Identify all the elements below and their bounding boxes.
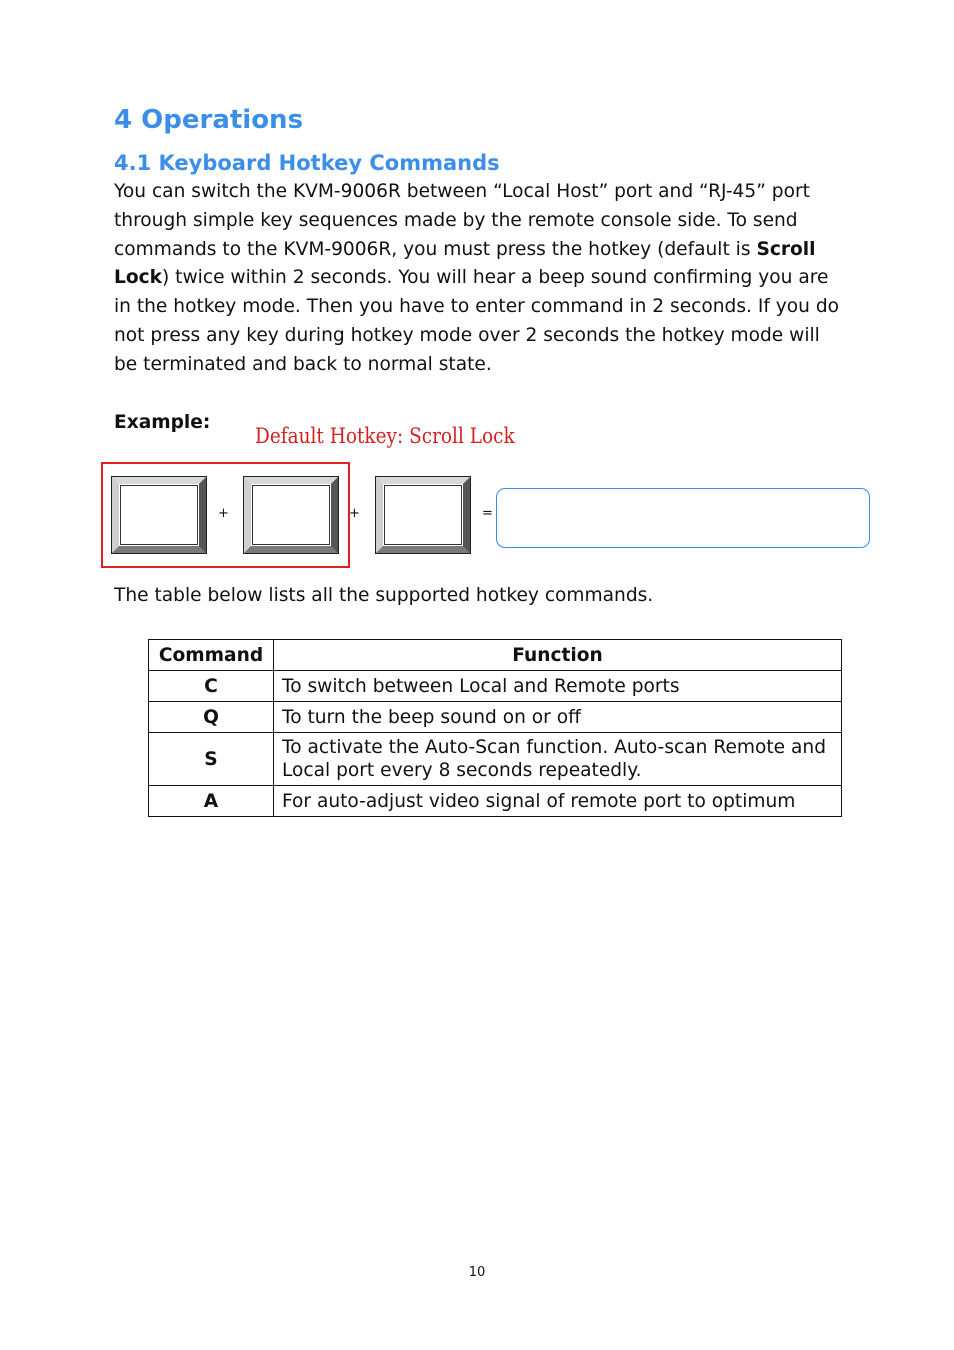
command-cell: S — [149, 733, 274, 786]
equals-sign: = — [482, 506, 493, 521]
hotkey-caption: Default Hotkey: Scroll Lock — [255, 424, 515, 448]
table-row — [149, 702, 842, 733]
command-cell: C — [149, 671, 274, 702]
section-title: 4 Operations — [114, 105, 304, 135]
plus-sign-2: + — [349, 506, 360, 521]
table-intro: The table below lists all the supported hotkey commands. — [114, 585, 654, 606]
command-cell: A — [149, 786, 274, 817]
header-function: Function — [274, 640, 842, 671]
table-row — [149, 671, 842, 702]
table-row — [149, 786, 842, 817]
intro-paragraph — [114, 178, 844, 380]
function-cell: To turn the beep sound on or off — [274, 702, 842, 733]
hotkey-commands-table — [148, 639, 842, 817]
intro-text-bold: Scroll Lock — [114, 238, 816, 289]
intro-text-part2: ) twice within 2 seconds. You will hear a beep sound confirming you are in the hotkey mode. Then you have to enter command in 2 seconds. If you do not press any key during hotkey mode over 2 seconds the hotkey mode will be terminated and back to normal state. — [114, 267, 840, 375]
result-box — [496, 488, 870, 548]
table-header-row — [149, 640, 842, 671]
header-command: Command — [149, 640, 274, 671]
function-cell: To switch between Local and Remote ports — [274, 671, 842, 702]
table-row — [149, 733, 842, 786]
intro-text-part1: You can switch the KVM-9006R between “Local Host” port and “RJ-45” port through simple key sequences made by the remote console side. To send commands to the KVM-9006R, you must press the hotkey (default is — [114, 181, 810, 260]
key-icon-first — [111, 476, 207, 554]
plus-sign-1: + — [218, 506, 229, 521]
page-number: 10 — [468, 1265, 486, 1280]
command-cell: Q — [149, 702, 274, 733]
function-cell: For auto-adjust video signal of remote port to optimum — [274, 786, 842, 817]
function-cell: To activate the Auto-Scan function. Auto-scan Remote and Local port every 8 seconds repeatedly. — [274, 733, 842, 786]
example-label: Example: — [114, 412, 211, 433]
key-icon-second — [243, 476, 339, 554]
key-icon-command — [375, 476, 471, 554]
subsection-title: 4.1 Keyboard Hotkey Commands — [114, 151, 500, 175]
